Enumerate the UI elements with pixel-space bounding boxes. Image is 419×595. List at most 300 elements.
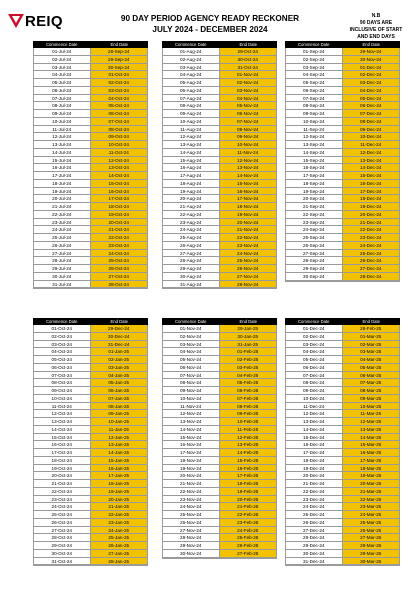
end-date-header: End Date (239, 42, 257, 47)
table-row (34, 395, 147, 403)
commence-date-cell: 15-Oct-24 (34, 434, 91, 441)
table-row (34, 265, 147, 273)
end-date-cell: 23-Oct-24 (91, 242, 148, 249)
commence-date-cell: 12-Sep-24 (286, 133, 343, 140)
table-row (163, 364, 276, 372)
end-date-cell: 13-Jan-25 (91, 441, 148, 448)
commence-date-cell: 02-Dec-24 (286, 333, 343, 340)
table-row (286, 234, 399, 242)
commence-date-header: Commence Date (175, 319, 207, 324)
table-row (286, 527, 399, 535)
end-date-cell: 09-Oct-24 (91, 133, 148, 140)
table-row (286, 126, 399, 134)
table-row (34, 511, 147, 519)
end-date-cell: 08-Nov-24 (220, 126, 277, 133)
commence-date-cell: 12-Jul-24 (34, 133, 91, 140)
table-row (286, 434, 399, 442)
end-date-cell: 19-Jan-25 (91, 488, 148, 495)
table-row (286, 141, 399, 149)
commence-date-cell: 29-Nov-24 (163, 542, 220, 549)
end-date-cell: 06-Jan-25 (91, 387, 148, 394)
commence-date-cell: 01-Sep-24 (286, 48, 343, 55)
table-row (34, 71, 147, 79)
end-date-cell: 10-Dec-24 (343, 133, 400, 140)
end-date-cell: 28-Jan-25 (91, 558, 148, 565)
commence-date-cell: 13-Aug-24 (163, 141, 220, 148)
commence-date-cell: 31-Jul-24 (34, 281, 91, 288)
commence-date-cell: 09-Sep-24 (286, 110, 343, 117)
commence-date-cell: 28-Oct-24 (34, 534, 91, 541)
end-date-cell: 15-Mar-25 (343, 441, 400, 448)
end-date-cell: 30-Mar-25 (343, 558, 400, 565)
end-date-cell: 18-Nov-24 (220, 203, 277, 210)
table-row (163, 87, 276, 95)
table-row (34, 102, 147, 110)
commence-date-cell: 09-Oct-24 (34, 387, 91, 394)
table-row (34, 273, 147, 281)
end-date-cell: 08-Mar-25 (343, 387, 400, 394)
end-date-cell: 25-Oct-24 (91, 257, 148, 264)
table-row (163, 79, 276, 87)
commence-date-cell: 30-Jul-24 (34, 273, 91, 280)
inclusive-note (345, 13, 407, 41)
end-date-cell: 05-Dec-24 (343, 95, 400, 102)
commence-date-cell: 21-Dec-24 (286, 480, 343, 487)
commence-date-cell: 24-Jul-24 (34, 226, 91, 233)
commence-date-cell: 06-Aug-24 (163, 87, 220, 94)
commence-date-cell: 13-Jul-24 (34, 141, 91, 148)
end-date-cell: 27-Oct-24 (91, 273, 148, 280)
commence-date-cell: 06-Oct-24 (34, 364, 91, 371)
commence-date-cell: 19-Jul-24 (34, 188, 91, 195)
end-date-cell: 22-Nov-24 (220, 234, 277, 241)
end-date-cell: 16-Mar-25 (343, 449, 400, 456)
end-date-cell: 11-Mar-25 (343, 410, 400, 417)
commence-date-cell: 08-Aug-24 (163, 102, 220, 109)
commence-date-cell: 21-Nov-24 (163, 480, 220, 487)
table-row (163, 118, 276, 126)
commence-date-cell: 28-Sep-24 (286, 257, 343, 264)
end-date-cell: 09-Nov-24 (220, 133, 277, 140)
table-row (34, 203, 147, 211)
end-date-cell: 22-Mar-25 (343, 496, 400, 503)
commence-date-cell: 30-Aug-24 (163, 273, 220, 280)
table-row (34, 64, 147, 72)
end-date-cell: 30-Nov-24 (343, 56, 400, 63)
end-date-cell: 23-Dec-24 (343, 234, 400, 241)
table-row (286, 257, 399, 265)
table-row (286, 457, 399, 465)
commence-date-cell: 10-Nov-24 (163, 395, 220, 402)
table-row (163, 426, 276, 434)
table-row (286, 56, 399, 64)
commence-date-cell: 19-Nov-24 (163, 465, 220, 472)
end-date-cell: 24-Feb-25 (220, 527, 277, 534)
end-date-cell: 26-Mar-25 (343, 527, 400, 534)
table-row (163, 102, 276, 110)
commence-date-cell: 03-Dec-24 (286, 341, 343, 348)
table-row (286, 325, 399, 333)
table-row (286, 364, 399, 372)
commence-date-cell: 08-Sep-24 (286, 102, 343, 109)
table-row (163, 379, 276, 387)
end-date-cell: 03-Feb-25 (220, 364, 277, 371)
table-row (34, 180, 147, 188)
commence-date-cell: 04-Aug-24 (163, 71, 220, 78)
commence-date-cell: 08-Jul-24 (34, 102, 91, 109)
commence-date-cell: 07-Jul-24 (34, 95, 91, 102)
commence-date-cell: 12-Dec-24 (286, 410, 343, 417)
commence-date-cell: 18-Dec-24 (286, 457, 343, 464)
end-date-cell: 04-Oct-24 (91, 95, 148, 102)
commence-date-cell: 05-Oct-24 (34, 356, 91, 363)
table-row (163, 457, 276, 465)
table-row (286, 149, 399, 157)
reckoner-table (162, 318, 277, 559)
table-row (163, 503, 276, 511)
end-date-cell: 22-Oct-24 (91, 234, 148, 241)
table-row (34, 542, 147, 550)
end-date-cell: 03-Mar-25 (343, 348, 400, 355)
commence-date-cell: 28-Nov-24 (163, 534, 220, 541)
end-date-cell: 28-Feb-25 (343, 325, 400, 332)
table-row (34, 133, 147, 141)
end-date-cell: 12-Oct-24 (91, 157, 148, 164)
commence-date-cell: 29-Sep-24 (286, 265, 343, 272)
end-date-cell: 20-Jan-25 (91, 496, 148, 503)
commence-date-cell: 15-Jul-24 (34, 157, 91, 164)
table-row (163, 149, 276, 157)
commence-date-cell: 31-Aug-24 (163, 281, 220, 288)
table-row (286, 265, 399, 273)
end-date-cell: 26-Feb-25 (220, 542, 277, 549)
table-row (163, 449, 276, 457)
end-date-cell: 29-Oct-24 (220, 48, 277, 55)
table-row (34, 118, 147, 126)
table-row (34, 496, 147, 504)
end-date-cell: 02-Feb-25 (220, 356, 277, 363)
table-row (163, 48, 276, 56)
commence-date-cell: 19-Aug-24 (163, 188, 220, 195)
commence-date-cell: 01-Aug-24 (163, 48, 220, 55)
end-date-cell: 08-Feb-25 (220, 403, 277, 410)
table-row (34, 226, 147, 234)
table-row (286, 410, 399, 418)
commence-date-cell: 23-Aug-24 (163, 219, 220, 226)
table-row (286, 519, 399, 527)
table-row (34, 95, 147, 103)
table-row (163, 527, 276, 535)
end-date-cell: 31-Jan-25 (220, 341, 277, 348)
commence-date-cell: 07-Nov-24 (163, 372, 220, 379)
commence-date-cell: 21-Aug-24 (163, 203, 220, 210)
table-row (286, 496, 399, 504)
table-row (34, 341, 147, 349)
table-body (33, 48, 148, 289)
commence-date-cell: 03-Oct-24 (34, 341, 91, 348)
end-date-cell: 25-Jan-25 (91, 534, 148, 541)
commence-date-cell: 24-Oct-24 (34, 503, 91, 510)
commence-date-cell: 12-Aug-24 (163, 133, 220, 140)
commence-date-cell: 23-Jul-24 (34, 219, 91, 226)
commence-date-cell: 10-Oct-24 (34, 395, 91, 402)
end-date-cell: 17-Nov-24 (220, 195, 277, 202)
commence-date-cell: 09-Nov-24 (163, 387, 220, 394)
table-row (163, 341, 276, 349)
table-row (163, 234, 276, 242)
commence-date-cell: 05-Nov-24 (163, 356, 220, 363)
table-row (163, 226, 276, 234)
end-date-cell: 01-Feb-25 (220, 348, 277, 355)
table-row (286, 387, 399, 395)
end-date-cell: 11-Nov-24 (220, 149, 277, 156)
table-row (163, 188, 276, 196)
commence-date-cell: 02-Sep-24 (286, 56, 343, 63)
commence-date-cell: 07-Dec-24 (286, 372, 343, 379)
table-row (163, 356, 276, 364)
commence-date-cell: 22-Jul-24 (34, 211, 91, 218)
commence-date-cell: 25-Sep-24 (286, 234, 343, 241)
commence-date-cell: 26-Oct-24 (34, 519, 91, 526)
table-body (285, 48, 400, 282)
commence-date-cell: 01-Jul-24 (34, 48, 91, 55)
table-row (34, 79, 147, 87)
commence-date-cell: 30-Nov-24 (163, 550, 220, 557)
table-row (286, 488, 399, 496)
end-date-cell: 17-Dec-24 (343, 188, 400, 195)
end-date-cell: 21-Mar-25 (343, 488, 400, 495)
table-row (286, 372, 399, 380)
end-date-cell: 19-Mar-25 (343, 472, 400, 479)
table-row (34, 449, 147, 457)
commence-date-cell: 19-Sep-24 (286, 188, 343, 195)
end-date-cell: 02-Nov-24 (220, 79, 277, 86)
table-row (286, 242, 399, 250)
end-date-cell: 11-Feb-25 (220, 426, 277, 433)
commence-date-cell: 08-Dec-24 (286, 379, 343, 386)
commence-date-cell: 04-Nov-24 (163, 348, 220, 355)
table-row (286, 449, 399, 457)
end-date-cell: 20-Feb-25 (220, 496, 277, 503)
commence-date-cell: 23-Oct-24 (34, 496, 91, 503)
commence-date-cell: 15-Dec-24 (286, 434, 343, 441)
end-date-cell: 07-Mar-25 (343, 379, 400, 386)
end-date-cell: 10-Oct-24 (91, 141, 148, 148)
end-date-cell: 01-Dec-24 (343, 64, 400, 71)
end-date-cell: 21-Dec-24 (343, 219, 400, 226)
end-date-cell: 29-Dec-24 (91, 325, 148, 332)
commence-date-cell: 05-Dec-24 (286, 356, 343, 363)
end-date-cell: 18-Feb-25 (220, 480, 277, 487)
table-row (34, 195, 147, 203)
table-row (163, 387, 276, 395)
table-row (34, 558, 147, 566)
end-date-cell: 24-Dec-24 (343, 242, 400, 249)
commence-date-cell: 07-Sep-24 (286, 95, 343, 102)
table-row (34, 48, 147, 56)
table-row (286, 534, 399, 542)
end-date-cell: 27-Mar-25 (343, 534, 400, 541)
commence-date-cell: 11-Dec-24 (286, 403, 343, 410)
end-date-cell: 14-Mar-25 (343, 434, 400, 441)
table-row (286, 71, 399, 79)
end-date-cell: 09-Feb-25 (220, 410, 277, 417)
end-date-cell: 30-Dec-24 (91, 333, 148, 340)
commence-date-cell: 23-Nov-24 (163, 496, 220, 503)
end-date-cell: 14-Dec-24 (343, 164, 400, 171)
end-date-cell: 20-Mar-25 (343, 480, 400, 487)
commence-date-cell: 11-Nov-24 (163, 403, 220, 410)
commence-date-cell: 27-Sep-24 (286, 250, 343, 257)
end-date-cell: 22-Dec-24 (343, 226, 400, 233)
commence-date-cell: 14-Dec-24 (286, 426, 343, 433)
commence-date-cell: 02-Nov-24 (163, 333, 220, 340)
end-date-cell: 11-Jan-25 (91, 426, 148, 433)
end-date-cell: 02-Dec-24 (343, 71, 400, 78)
table-row (163, 64, 276, 72)
commence-date-cell: 20-Oct-24 (34, 472, 91, 479)
end-date-cell: 28-Nov-24 (220, 281, 277, 288)
end-date-cell: 20-Oct-24 (91, 219, 148, 226)
commence-date-cell: 05-Sep-24 (286, 79, 343, 86)
table-row (163, 395, 276, 403)
table-row (163, 496, 276, 504)
table-row (286, 426, 399, 434)
table-row (163, 511, 276, 519)
end-date-cell: 06-Dec-24 (343, 102, 400, 109)
end-date-cell: 05-Mar-25 (343, 364, 400, 371)
end-date-cell: 05-Nov-24 (220, 102, 277, 109)
table-row (34, 250, 147, 258)
table-row (163, 418, 276, 426)
table-row (286, 333, 399, 341)
end-date-cell: 26-Nov-24 (220, 265, 277, 272)
commence-date-cell: 24-Sep-24 (286, 226, 343, 233)
table-row (163, 180, 276, 188)
table-row (34, 141, 147, 149)
end-date-cell: 19-Feb-25 (220, 488, 277, 495)
end-date-cell: 11-Dec-24 (343, 141, 400, 148)
end-date-cell: 01-Mar-25 (343, 333, 400, 340)
table-row (34, 457, 147, 465)
commence-date-cell: 04-Jul-24 (34, 71, 91, 78)
end-date-cell: 18-Jan-25 (91, 480, 148, 487)
page-title (90, 13, 330, 35)
commence-date-header: Commence Date (46, 42, 78, 47)
table-row (163, 219, 276, 227)
end-date-cell: 17-Feb-25 (220, 472, 277, 479)
end-date-cell: 27-Dec-24 (343, 265, 400, 272)
commence-date-cell: 09-Dec-24 (286, 387, 343, 394)
end-date-cell: 26-Dec-24 (343, 257, 400, 264)
table-row (163, 141, 276, 149)
table-row (163, 434, 276, 442)
table-row (286, 203, 399, 211)
end-date-cell: 01-Oct-24 (91, 71, 148, 78)
table-row (163, 126, 276, 134)
commence-date-cell: 06-Dec-24 (286, 364, 343, 371)
end-date-cell: 16-Jan-25 (91, 465, 148, 472)
table-row (286, 180, 399, 188)
commence-date-cell: 16-Sep-24 (286, 164, 343, 171)
end-date-cell: 16-Nov-24 (220, 188, 277, 195)
end-date-cell: 25-Nov-24 (220, 257, 277, 264)
end-date-cell: 06-Mar-25 (343, 372, 400, 379)
commence-date-cell: 23-Dec-24 (286, 496, 343, 503)
end-date-cell: 12-Feb-25 (220, 434, 277, 441)
end-date-cell: 06-Oct-24 (91, 110, 148, 117)
table-row (286, 348, 399, 356)
commence-date-cell: 02-Oct-24 (34, 333, 91, 340)
end-date-cell: 13-Dec-24 (343, 157, 400, 164)
table-row (286, 341, 399, 349)
reckoner-table (33, 318, 148, 566)
table-row (286, 110, 399, 118)
commence-date-cell: 14-Aug-24 (163, 149, 220, 156)
table-body (162, 325, 277, 559)
table-row (163, 273, 276, 281)
commence-date-cell: 24-Aug-24 (163, 226, 220, 233)
end-date-cell: 11-Oct-24 (91, 149, 148, 156)
end-date-cell: 30-Oct-24 (220, 56, 277, 63)
end-date-cell: 31-Dec-24 (91, 341, 148, 348)
table-row (34, 472, 147, 480)
commence-date-cell: 18-Jul-24 (34, 180, 91, 187)
commence-date-cell: 28-Dec-24 (286, 534, 343, 541)
end-date-header: End Date (239, 319, 257, 324)
end-date-cell: 01-Jan-25 (91, 348, 148, 355)
commence-date-cell: 18-Oct-24 (34, 457, 91, 464)
commence-date-cell: 21-Sep-24 (286, 203, 343, 210)
table-row (163, 488, 276, 496)
commence-date-cell: 11-Jul-24 (34, 126, 91, 133)
table-row (163, 410, 276, 418)
end-date-cell: 03-Jan-25 (91, 364, 148, 371)
commence-date-cell: 25-Dec-24 (286, 511, 343, 518)
commence-date-cell: 29-Jul-24 (34, 265, 91, 272)
table-row (34, 188, 147, 196)
table-row (286, 188, 399, 196)
table-row (286, 226, 399, 234)
commence-date-cell: 11-Sep-24 (286, 126, 343, 133)
table-row (34, 211, 147, 219)
note-line: N.B (371, 13, 381, 19)
commence-date-cell: 05-Jul-24 (34, 79, 91, 86)
table-row (286, 195, 399, 203)
end-date-cell: 29-Sep-24 (91, 56, 148, 63)
end-date-cell: 15-Feb-25 (220, 457, 277, 464)
end-date-cell: 04-Jan-25 (91, 372, 148, 379)
end-date-cell: 23-Mar-25 (343, 503, 400, 510)
end-date-cell: 05-Oct-24 (91, 102, 148, 109)
end-date-cell: 08-Oct-24 (91, 126, 148, 133)
end-date-cell: 26-Jan-25 (91, 542, 148, 549)
table-row (34, 441, 147, 449)
end-date-cell: 16-Dec-24 (343, 180, 400, 187)
table-row (163, 195, 276, 203)
end-date-header: End Date (110, 42, 128, 47)
table-row (163, 441, 276, 449)
table-row (34, 387, 147, 395)
end-date-cell: 15-Oct-24 (91, 180, 148, 187)
end-date-cell: 16-Feb-25 (220, 465, 277, 472)
commence-date-cell: 16-Dec-24 (286, 441, 343, 448)
commence-date-cell: 22-Aug-24 (163, 211, 220, 218)
end-date-cell: 22-Feb-25 (220, 511, 277, 518)
commence-date-cell: 01-Oct-24 (34, 325, 91, 332)
logo-text: REIQ (25, 12, 63, 30)
commence-date-cell: 04-Oct-24 (34, 348, 91, 355)
